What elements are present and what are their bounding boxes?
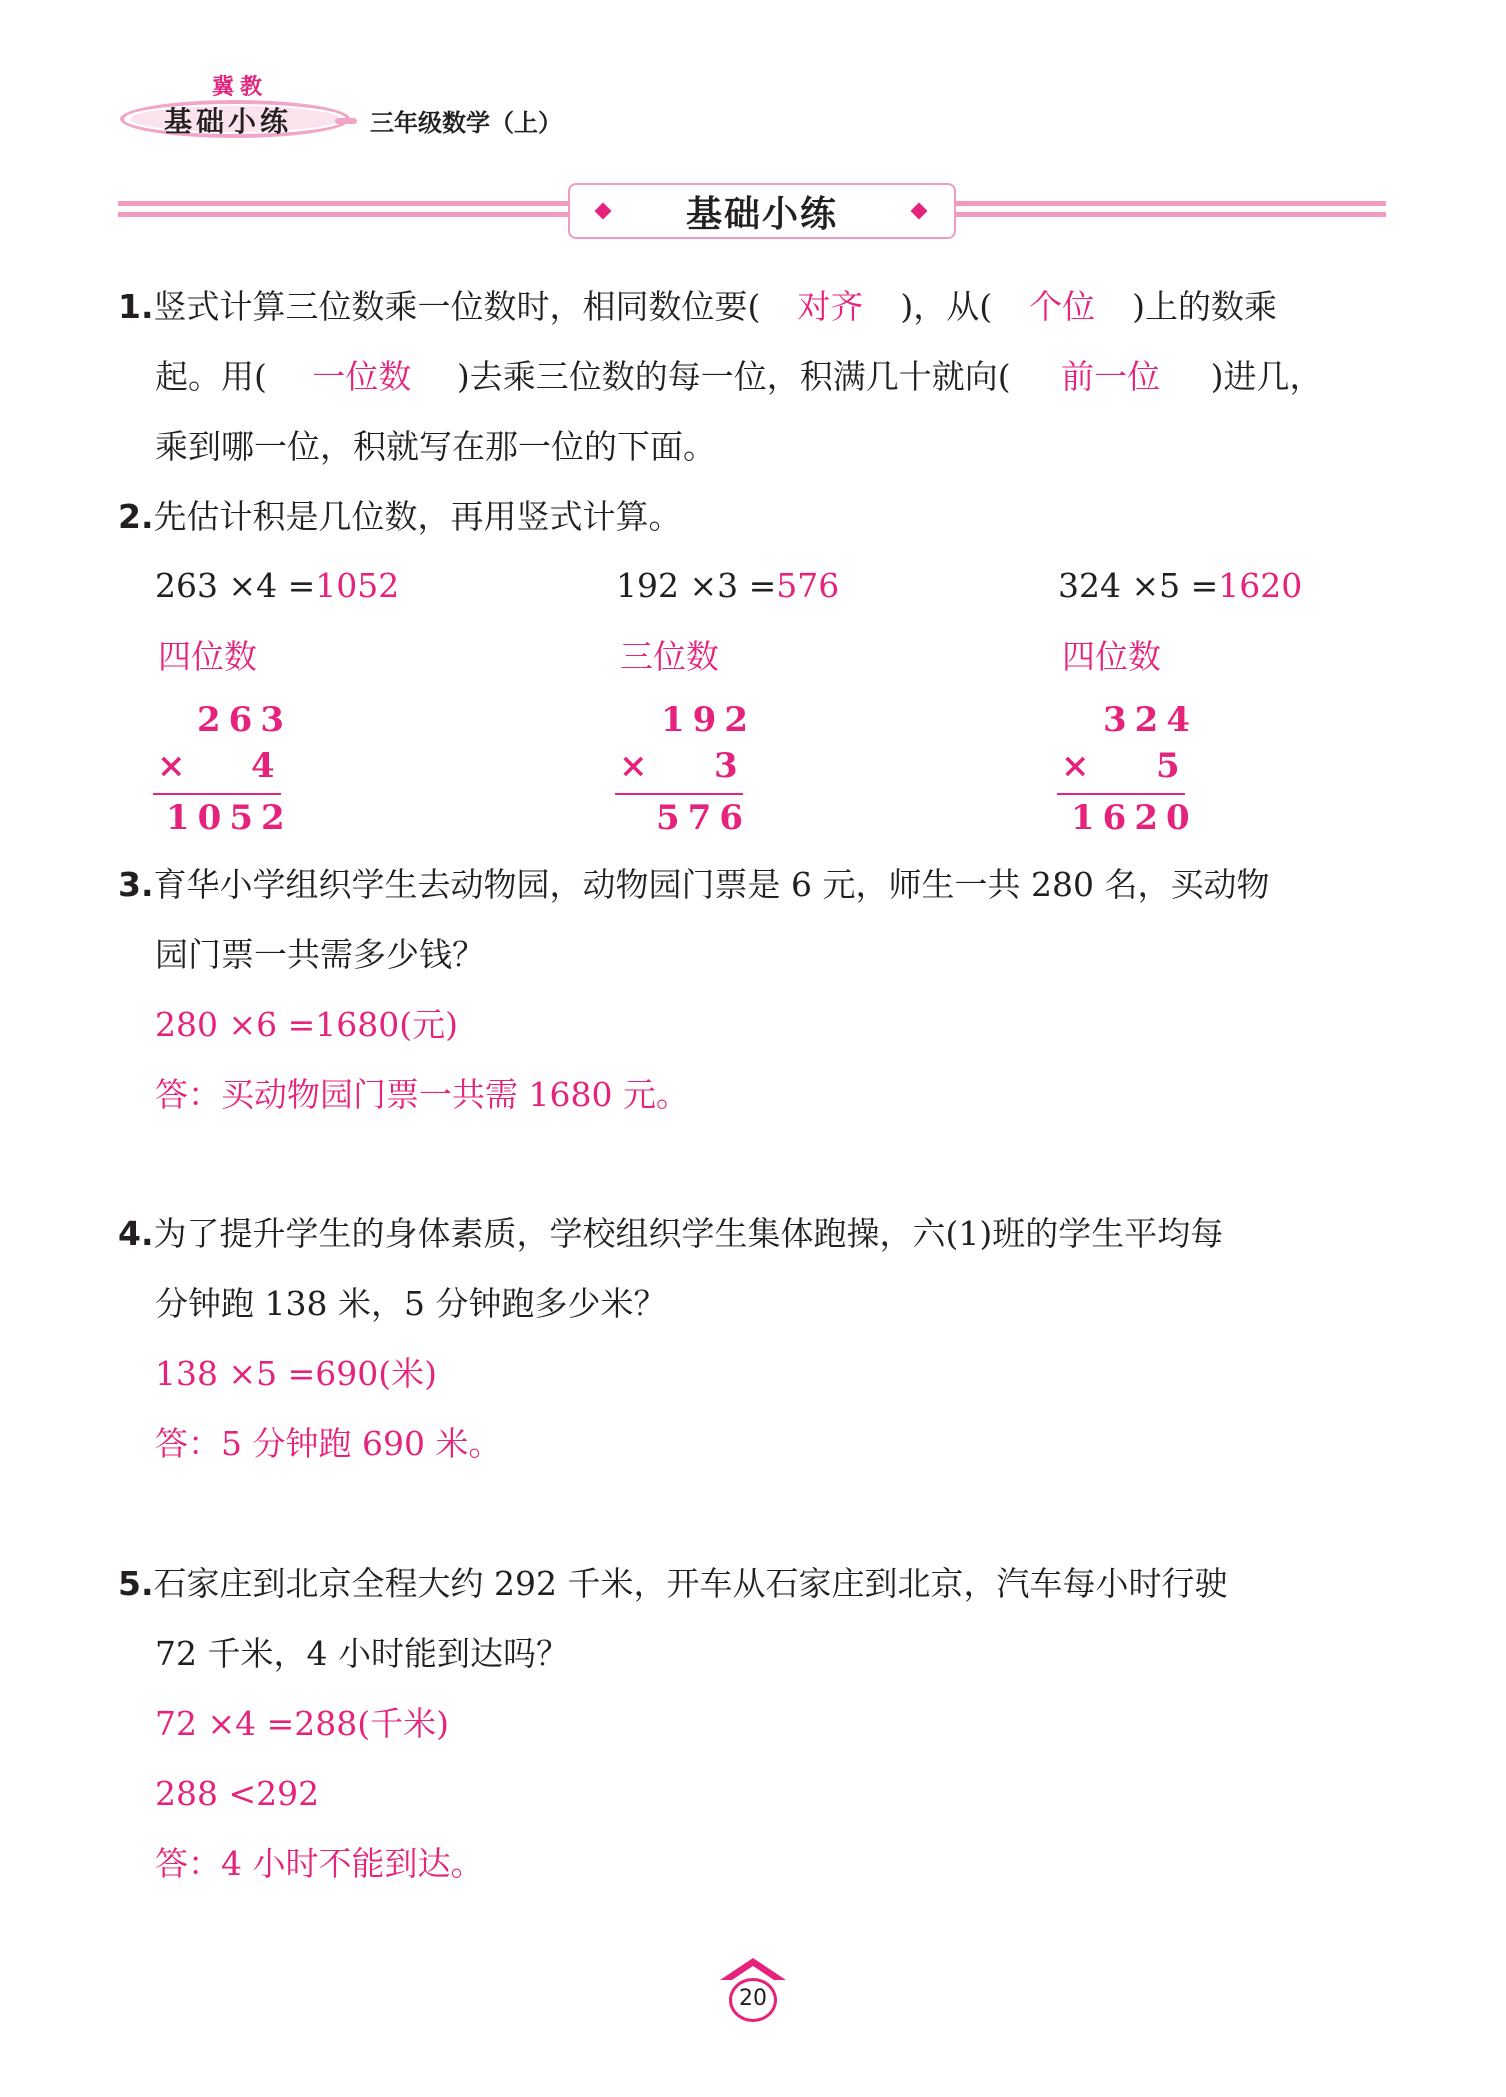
q4-line1: 4.为了提升学生的身体素质，学校组织学生集体跑操，六(1)班的学生平均每 [118,1214,1224,1253]
q1-text-5: )去乘三位数的每一位，积满几十就向( [456,357,1011,396]
q2-item2-mul: 3 [714,746,746,786]
q1-number: 1 [118,287,141,326]
q1-text-4: 起。用( [155,357,267,396]
q2-item3-mul-sign: × [1061,746,1098,786]
q4-number: 4 [118,1214,141,1253]
q2-item3-expr: 324 ×5 = [1058,566,1219,605]
q2-item1-rule [153,793,281,795]
q1-answer-2: 个位 [1029,287,1096,326]
q5-line2: 72 千米，4 小时能到达吗？ [155,1634,569,1673]
q2-item3-result: 1620 [1218,566,1303,605]
q2-item1-mul: 4 [251,746,283,786]
q2-item2-top: 192 [661,700,756,740]
q2-item1-mul-sign: × [157,746,194,786]
q3-line1: 3.育华小学组织学生去动物园，动物园门票是 6 元，师生一共 280 名，买动物 [118,865,1270,904]
header-logo-tail [335,118,357,124]
q2-item1-top: 263 [197,700,292,740]
q2-item2-product: 576 [656,798,751,838]
banner-rule-left-top [118,201,568,206]
q1-answer-3: 一位数 [312,357,412,396]
q3-calculation: 280 ×6 =1680(元) [155,1005,458,1044]
q1-text-1: 竖式计算三位数乘一位数时，相同数位要( [153,287,761,326]
q4-answer: 答：5 分钟跑 690 米。 [155,1424,502,1463]
page-number: 20 [739,1986,767,2011]
q1-text-3: )上的数乘 [1132,287,1278,326]
q3-line2: 园门票一共需多少钱？ [155,935,485,974]
q5-number: 5 [118,1564,141,1603]
q2-number: 2 [118,497,141,536]
q2-item1-product: 1052 [166,798,293,838]
q2-item1-expression [155,566,399,606]
q1-line1: 1.竖式计算三位数乘一位数时，相同数位要( 对齐 )，从( 个位 )上的数乘 [118,287,1278,326]
q4-text-1: 为了提升学生的身体素质，学校组织学生集体跑操，六(1)班的学生平均每 [153,1214,1224,1253]
q2-prompt: 2.先估计积是几位数，再用竖式计算。 [118,497,682,536]
q2-item2-expression [616,566,839,606]
header-grade: 三年级数学（上） [370,108,562,137]
q2-item3-top: 324 [1103,700,1198,740]
q2-item3-expression [1058,566,1302,606]
q1-answer-4: 前一位 [1061,357,1161,396]
q1-text-2: )，从( [900,287,993,326]
q2-item2-rule [615,793,743,795]
q2-prompt-text: 先估计积是几位数，再用竖式计算。 [153,497,682,536]
banner-rule-right-top [956,201,1386,206]
q2-item2-result: 576 [776,566,840,605]
q1-text-6: )进几， [1210,357,1323,396]
q4-calculation: 138 ×5 =690(米) [155,1354,437,1393]
q1-answer-1: 对齐 [797,287,864,326]
header-publisher: 冀教 [212,74,269,100]
q2-item1-expr: 263 ×4 = [155,566,316,605]
q2-item2-mul-sign: × [619,746,656,786]
q2-item3-mul: 5 [1156,746,1188,786]
header-series-title: 基础小练 [164,105,293,138]
q3-answer: 答：买动物园门票一共需 1680 元。 [155,1075,689,1114]
q3-text-1: 育华小学组织学生去动物园，动物园门票是 6 元，师生一共 280 名，买动物 [153,865,1270,904]
q2-item3-rule [1057,793,1185,795]
q5-answer: 答：4 小时不能到达。 [155,1844,484,1883]
q2-item2-expr: 192 ×3 = [616,566,777,605]
q2-item1-estimate: 四位数 [158,637,257,676]
q2-item3-estimate: 四位数 [1062,637,1161,676]
q5-calculation-1: 72 ×4 =288(千米) [155,1704,450,1743]
banner-rule-left-bottom [118,212,568,217]
q2-item1-result: 1052 [315,566,400,605]
q2-item2-estimate: 三位数 [620,637,719,676]
q5-text-1: 石家庄到北京全程大约 292 千米，开车从石家庄到北京，汽车每小时行驶 [153,1564,1228,1603]
q5-line1: 5.石家庄到北京全程大约 292 千米，开车从石家庄到北京，汽车每小时行驶 [118,1564,1228,1603]
q1-line3: 乘到哪一位，积就写在那一位的下面。 [155,427,716,466]
q3-number: 3 [118,865,141,904]
banner-rule-right-bottom [956,212,1386,217]
banner-title: 基础小练 [685,193,838,235]
q1-line2 [155,357,1323,397]
q2-item3-product: 1620 [1071,798,1198,838]
q4-line2: 分钟跑 138 米，5 分钟跑多少米？ [155,1284,667,1323]
q5-calculation-2: 288 <292 [155,1774,320,1813]
